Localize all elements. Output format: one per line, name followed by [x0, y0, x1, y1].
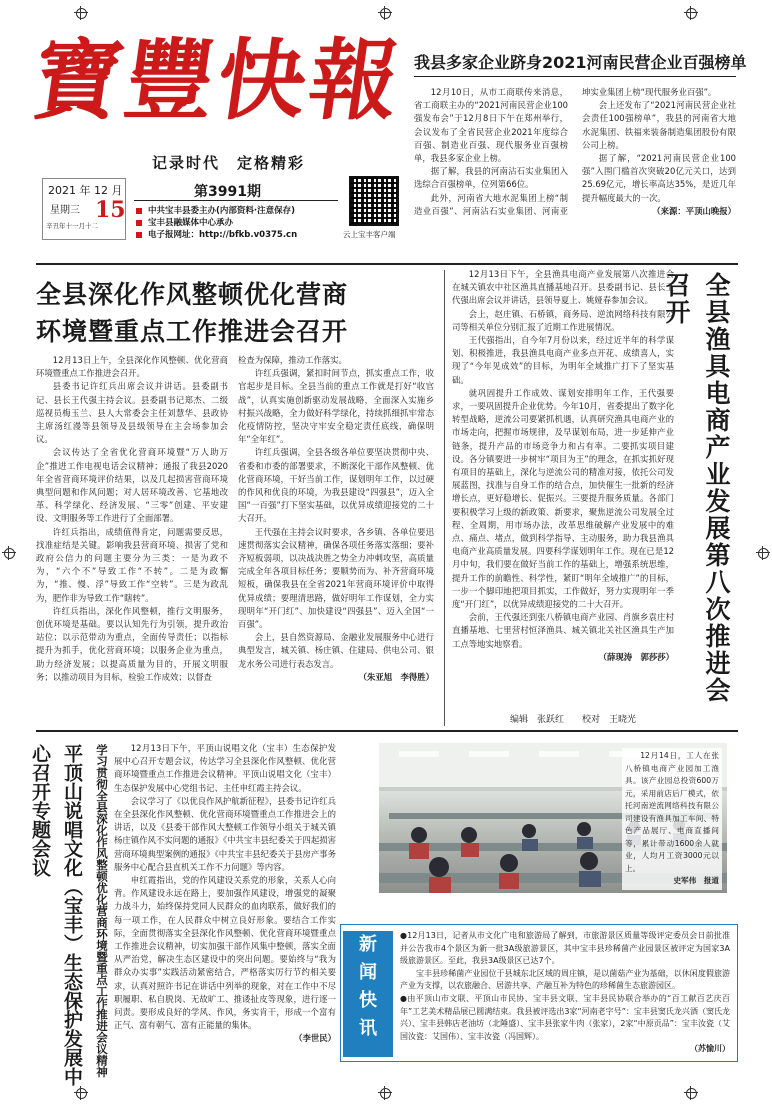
byline: （薛现涛 郭莎莎）: [598, 651, 674, 662]
paragraph: 许红兵强调，紧扣时间节点，抓实重点工作，收官起步是目标。全县当前的重点工作就是打好“收官战”，认真实施创新驱动发展战略，全面深入实施乡村振兴战略，全力做好科学绿化，持续抓细抓牢常态化疫情防控，坚决守牢安全稳定责任底线，确保明年“全年红”。: [238, 368, 434, 445]
section-divider: [36, 730, 738, 732]
date-weekday: 星期三: [50, 205, 80, 216]
paragraph: 县委书记许红兵出席会议并讲话。县委副书记、县长王代强主持会议。县委副书记郑杰、二级巡视员梅玉兰、县人大常委会主任刘慧华、县政协主席汤红漫等县领导及县级领导在主会场参加会议。: [36, 381, 228, 445]
divider: [134, 200, 338, 201]
paragraph: 据了解，我县的河南沾石实业集团入选综合百强榜单，位列第66位。: [414, 166, 568, 190]
crop-mark: [74, 1086, 88, 1100]
qr-code[interactable]: [349, 176, 399, 226]
paragraph: 会议传达了全省优化营商环境暨“万人助万企”推进工作电视电话会议精神；通报了我县2020年全省营商环境评价结果，以及几起损害营商环境典型问题和作风问题；对人居环境改善、它基地改革、科学绿化、经济发展、“三零”创建、平安建设、文明服务等工作进行了全面部署。: [36, 447, 228, 524]
paragraph: 会上还发布了“2021河南民营企业社会责任100强榜单”，我县的河南省大地水泥集团、铁福来装备制造集团股份有限公司上榜。: [582, 100, 736, 150]
headline-line: 全县深化作风整顿优化营商: [36, 280, 349, 309]
paragraph: 王代强指出，自今年7月份以来，经过近半年的科学谋划、积极推进，我县渔具电商产业多点开花、成绩喜人，实现了“今年见成效”的目标，为明年全域推广打下了坚实基础。: [452, 335, 674, 385]
paragraph: 12月10日，从市工商联传来消息，省工商联主办的“2021河南民营企业100强发布会”于12月8日下午在郑州举行，会议发布了全省民营企业2021年度综合百强、制造业百强、现代服务业百强榜单，我县多家企业上榜。: [414, 87, 568, 164]
masthead-slogan: 记录时代 定格精彩: [152, 154, 306, 172]
paragraph: 许红兵指出，成绩值得肯定，问题需要反思，找准症结是关键。影响我县营商环境、损害了党和政府公信力的问题主要分为三类：一是为政不为，“六个不”导致工作“不转”。二是为政懈为，“推、慢、浮”导致工作“空转”。三是为政乱为，肥作非为导致工作“瞎转”。: [36, 526, 228, 603]
crop-mark: [2, 546, 16, 560]
news-items: [400, 930, 730, 1056]
crop-mark: [378, 6, 392, 20]
paragraph: 12月13日上午，全县深化作风整顿、优化营商环境暨重点工作推进会召开。: [36, 355, 228, 379]
byline: （苏愉川）: [690, 1044, 730, 1054]
column-divider: [444, 270, 445, 726]
caption-panel: [622, 748, 722, 890]
logo-char: 寶: [26, 28, 130, 132]
paragraph: 会议学习了《以优良作风护航新征程》，县委书记许红兵在全县深化作风整顿、优化营商环境暨重点工作推进会上的讲话，以及《县委干部作风大整顿工作领导小组关于城关镇杨庄镇作风不实问题的通报》《中共宝丰县纪委关于四起损害营商环境典型案例的通报》《中共宝丰县纪委关于县房产事务服务中心配合县直机关工作不力问题》等内容。: [114, 795, 336, 872]
article-column: [36, 354, 228, 726]
caption-byline: 史军伟 报道: [673, 876, 719, 885]
article-column: [238, 354, 434, 726]
news-title-char: 新: [359, 934, 377, 955]
article-body: [114, 742, 336, 1078]
caption-text: 12月14日，工人在张八桥镇电商产业园加工渔具。该产业园总投资600万元，采用前店后厂模式，依托河南逆流网络科技有限公司建设有渔具加工车间、特色产品展厅、电商直播间等，累计带动1600余人就业，人均月工资3000元以上。: [625, 751, 719, 873]
date-lunar: 辛丑年十一月十二: [46, 222, 98, 230]
crop-mark: [378, 1086, 392, 1100]
issue-number: 第3991期: [194, 184, 261, 200]
paragraph: 申红霞指出，党的作风建设关系党的形象，关系人心向背。作风建设永远在路上，要加强作风建设，增强党的凝聚力战斗力，始终保持党同人民群众的血肉联系，做好我们的每一项工作，在人民群众中树立良好形象。要结合工作实际，全面贯彻落实全县深化作风整顿、优化营商环境暨重点工作推进会议精神，切实加强干部作风集中整顿，落实全面从严治党，解决生态区建设中的突出问题。要始终与“我为群众办实事”实践活动紧密结合，严格落实厉行节约相关要求，认真对照许书记在讲话中列举的现象，对在工作中不尽职履职、私自脱岗、无故旷工、推诿扯皮等现象，进行逐一问责。要形成良好的学风、作风，务实肯干，形成一个富有正气、富有朝气、富有正能量的集体。: [114, 875, 336, 1031]
paragraph: 12月13日下午，平顶山说唱文化（宝丰）生态保护发展中心召开专题会议，传达学习全县深化作风整顿、优化营商环境暨重点工作推进会议精神。平顶山说唱文化（宝丰）生态保护发展中心党组书记、主任申红霞主持会议。: [114, 743, 336, 793]
info-line[interactable]: 电子报网址：http://bfkb.v0375.cn: [134, 229, 297, 241]
feature-vertical-title: 全县渔具电商产业发展第八次推进会召开: [662, 272, 731, 704]
paragraph: 会上，县自然资源局、金融业发展服务中心进行典型发言，城关镇、杨庄镇、住建局、供电公司、银龙水务公司进行表态发言。: [238, 632, 434, 669]
paragraph: 检查为保障，推动工作落实。: [238, 355, 347, 365]
byline: （朱亚旭 李得胜）: [358, 671, 434, 682]
vertical-subtitle: 学习贯彻全县深化作风整顿优化营商环境暨重点工作推进会议精神: [95, 744, 109, 1078]
photo-caption: [622, 748, 722, 890]
news-item: 宝丰县珍稀菌产业园位于县城东北区域的周庄镇，是以菌菇产业为基础，以休闲度假旅游产业为支撑，以农旅融合、居游共享、产融互补为特色的珍稀菌生态旅游园区。: [400, 968, 730, 991]
crop-mark: [684, 1086, 698, 1100]
byline: （李世民）: [294, 1033, 336, 1044]
paragraph: 许红兵指出，深化作风整顿，推行文明服务，创优环境是基础。要以认知先行为引领，提升政治站位；以示范带动为重点，全面传导责任；以指标提升为抓手，优化营商环境；以服务企业为重点，助力经济发展；以提高质量为目的，开展文明服务；以推动项目为目标，检验工作成效；以督查: [36, 605, 228, 682]
main-headline: [36, 276, 436, 350]
headline-line: 环境暨重点工作推进会召开: [36, 317, 349, 346]
crop-mark: [74, 6, 88, 20]
divider: [414, 76, 736, 77]
news-item: ●由平顶山市文联、平顶山市民协、宝丰县文联、宝丰县民协联合举办的“百工献百艺庆百年”工艺美术精品展已圆满结束。我县被评选出3家“河南老字号”：宝丰县窦氏龙兴酒（窦氏龙兴）、宝丰县韩店老油坊（北陲盛）、宝丰县张家牛肉（张家），2家“中原贡品”：宝丰汝瓷（艾国汝瓷：艾国伟）、宝丰汝瓷（冯国辉）。: [400, 993, 730, 1041]
paragraph: 据了解，“2021河南民营企业100强”入围门槛首次突破20亿元关口，达到25.69亿元，增长率高达35%，是近几年提升幅度最大的一次。: [582, 153, 736, 203]
info-line: 宝丰县融媒体中心承办: [134, 217, 297, 229]
qr-label: 云上宝丰客户端: [343, 230, 396, 239]
crop-mark: [684, 6, 698, 20]
logo-char: 快: [210, 28, 314, 132]
source-credit: （来源：平顶山晚报）: [652, 205, 736, 216]
paragraph: 就巩固提升工作成效、谋划安排明年工作，王代强要求，一要巩固提升企业优势。今年10月，省委提出了数字化转型战略，逆流公司要紧抓机遇，认真研究渔具电商产业的市场走向，把握市场规律，及早谋划布局，进一步延伸产业链条，提升产品的市场竞争力和占有率。二要抓实项目建设。各分镇要进一步树牢“项目为王”的理念，在抓实抓好现有项目的基础上，深化与逆流公司的精准对接，依托公司发展蓝图，找准与自身工作的结合点，加快催生一批新的经济增长点，更好稳增长、促振兴。三要提升服务质量。各部门要积极学习上级的新政策、新要求，聚焦逆流公司发展全过程、全周期，用市场办法，改革思维破解产业发展中的难点、痛点、堵点，做到科学指导、主动服务，助力我县渔具电商产业高质量发展。四要科学谋划明年工作。现在已是12月中旬，我们要在做好当前工作的基础上，增强系统思维，提升工作的前瞻性、科学性，紧盯“明年全域推广”的目标，一步一个脚印地把项目抓实，工作做好，努力实现明年一季度“开门红”，以优异成绩迎接党的二十大召开。: [452, 387, 674, 610]
vertical-title: 平顶山说唱文化（宝丰）生态保护发展中心召开专题会议: [29, 744, 83, 1086]
news-title: [343, 931, 393, 1057]
paragraph: 此外，河南省大地水泥集团上榜“制造业百强”、河南沾石实业集团、河南亚坤实业集团上榜“现代服务业百强”。: [414, 87, 717, 216]
paragraph: 许红兵强调，全县各级各单位要坚决贯彻中央、省委和市委的部署要求，不断深化干部作风整顿、优化营商环境，干好当前工作，谋划明年工作，以过硬的作风和优良的环境，为我县建设“四强县”，迈入全国“一百强”打下坚实基础，以优异成绩迎接党的二十大召开。: [238, 447, 434, 524]
article-body: [414, 86, 736, 256]
news-item: ●12月13日，记者从市文化广电和旅游局了解到，市旅游景区质量等级评定委员会日前批准并公告我市4个景区为新一批3A级旅游景区，其中宝丰县珍稀菌产业园景区被评定为国家3A级旅游景区。至此，我县3A级景区已达7个。: [400, 931, 730, 966]
feature-body: [452, 268, 674, 704]
paragraph: 会前，王代强还到张八桥镇电商产业园、肖旗乡袁庄村直播基地、七里营村恒泽渔具、城关镇北关社区渔具生产加工点等地实地察看。: [452, 612, 674, 649]
news-title-char: 快: [359, 990, 377, 1011]
article-title: 我县多家企业跻身2021河南民营企业百强榜单: [414, 53, 747, 72]
crop-mark: [756, 546, 770, 560]
masthead-info: [134, 205, 297, 241]
news-title-char: 闻: [359, 962, 377, 983]
date-year-month: 2021 年 12 月: [48, 184, 123, 197]
editor-line: 编辑 张跃红 校对 王晓光: [510, 715, 637, 725]
masthead-logo: [26, 28, 406, 148]
logo-char: 豐: [118, 28, 222, 132]
news-title-char: 讯: [359, 1018, 377, 1039]
paragraph: 王代强在主持会议时要求，各乡镇、各单位要迅速贯彻落实会议精神，确保各项任务落实落细；要补齐短板弱项，以决战决胜之势全力冲刺攻坚，高质量完成全年各项目标任务；要顺势而为、补齐营商环境短板，确保我县在全省2021年营商环境评价中取得优异成绩；要理清思路，做好明年工作谋划，全力实现明年“开门红”、加快建设“四强县”、迈入全国“一百强”。: [238, 526, 434, 630]
paragraph: 会上，赵庄镇、石桥镇，商务局、逆流网络科技有限公司等相关单位分别汇报了近期工作进展情况。: [452, 308, 674, 332]
logo-char: 報: [302, 28, 406, 132]
section-divider: [36, 263, 738, 265]
date-box: [42, 178, 126, 240]
paragraph: 12月13日下午，全县渔具电商产业发展第八次推进会在城关镇农中社区渔具直播基地召开。县委副书记、县长王代强出席会议并讲话，县领导夏上、姚娅春参加会议。: [452, 269, 674, 306]
info-line: 中共宝丰县委主办(内部资料·注意保存): [134, 205, 297, 217]
date-day: 15: [95, 197, 126, 223]
